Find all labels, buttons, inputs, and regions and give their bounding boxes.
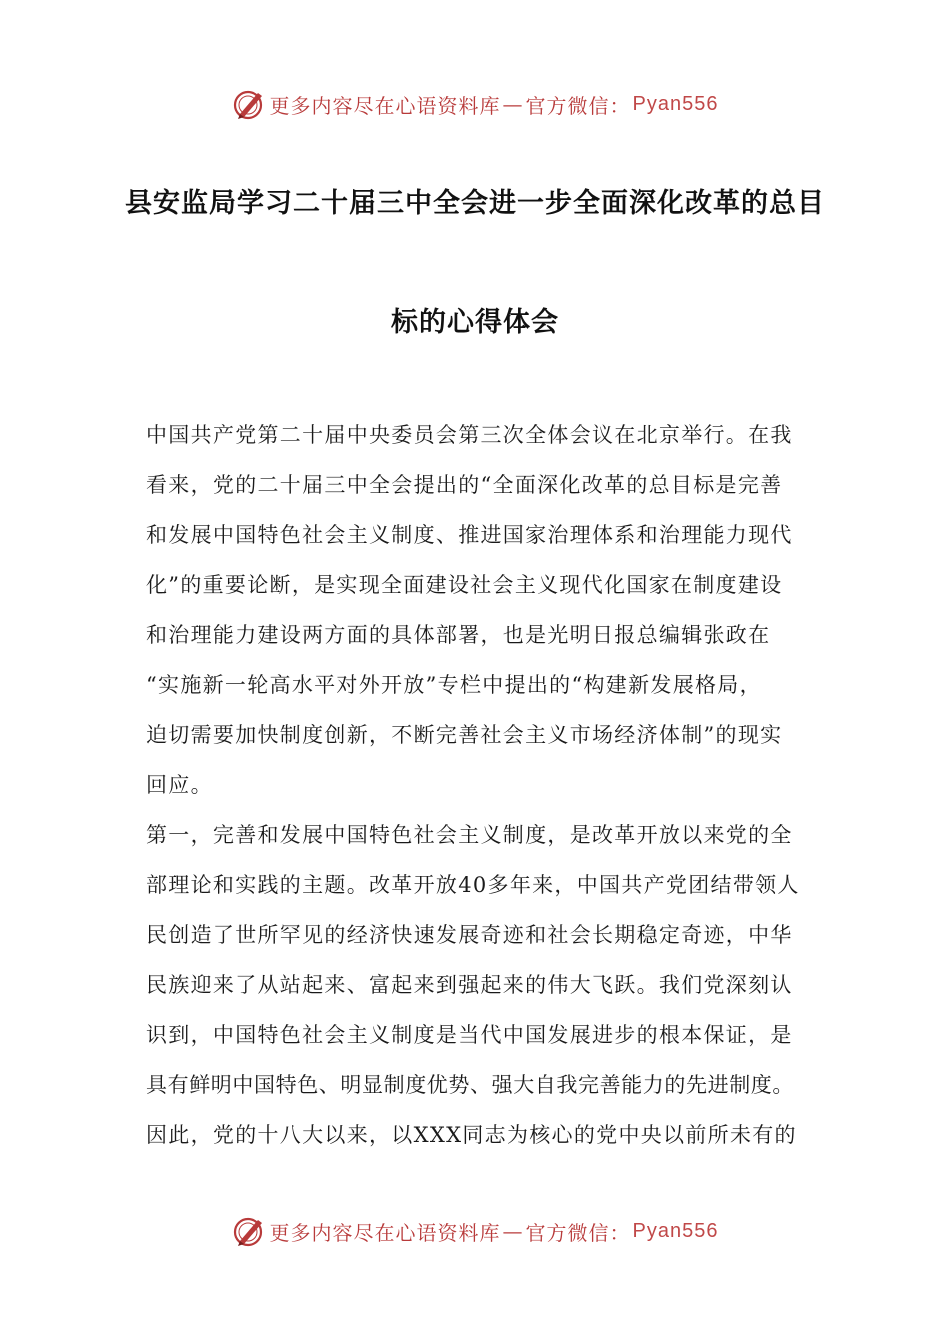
body-line: 迫切需要加快制度创新，不断完善社会主义市场经济体制”的现实: [146, 723, 783, 747]
document-title-line-2: 标的心得体会: [391, 307, 559, 338]
body-line: 部理论和实践的主题。改革开放40多年来，中国共产党团结带领人: [146, 873, 800, 897]
document-title-line-1: 县安监局学习二十届三中全会进一步全面深化改革的总目: [125, 188, 825, 219]
banner-separator: —: [502, 92, 524, 116]
body-line: 中国共产党第二十届中央委员会第三次全体会议在北京举行。在我: [146, 423, 793, 447]
body-line: 民创造了世所罕见的经济快速发展奇迹和社会长期稳定奇迹，中华: [146, 923, 793, 947]
body-line: 第一，完善和发展中国特色社会主义制度，是改革开放以来党的全: [146, 823, 793, 847]
banner-wechat-id: Pyan556: [632, 1219, 719, 1242]
banner-tagline: 更多内容尽在心语资料库: [269, 93, 501, 118]
banner-wechat-id: Pyan556: [632, 92, 719, 115]
body-line: 具有鲜明中国特色、明显制度优势、强大自我完善能力的先进制度。: [146, 1073, 794, 1097]
body-line: 识到，中国特色社会主义制度是当代中国发展进步的根本保证，是: [146, 1023, 793, 1047]
header-banner: [0, 84, 950, 124]
document-body: [146, 418, 816, 1168]
body-line: 看来，党的二十届三中全会提出的“全面深化改革的总目标是完善: [146, 473, 783, 497]
body-line: 和治理能力建设两方面的具体部署，也是光明日报总编辑张政在: [146, 623, 771, 647]
body-line: “实施新一轮高水平对外开放”专栏中提出的“构建新发展格局，: [146, 673, 762, 697]
body-line: 化”的重要论断，是实现全面建设社会主义现代化国家在制度建设: [146, 573, 783, 597]
banner-tagline: 更多内容尽在心语资料库: [269, 1220, 501, 1245]
pen-logo-icon: [232, 87, 266, 121]
body-line: 回应。: [146, 773, 213, 797]
footer-banner: [0, 1211, 950, 1251]
body-line: 和发展中国特色社会主义制度、推进国家治理体系和治理能力现代: [146, 523, 793, 547]
pen-logo-icon: [232, 1214, 266, 1248]
body-line: 民族迎来了从站起来、富起来到强起来的伟大飞跃。我们党深刻认: [146, 973, 793, 997]
body-line: 因此，党的十八大以来，以XXX同志为核心的党中央以前所未有的: [146, 1123, 797, 1147]
banner-separator: —: [502, 1219, 524, 1243]
banner-wechat-label: 官方微信：: [525, 93, 631, 118]
banner-wechat-label: 官方微信：: [525, 1220, 631, 1245]
